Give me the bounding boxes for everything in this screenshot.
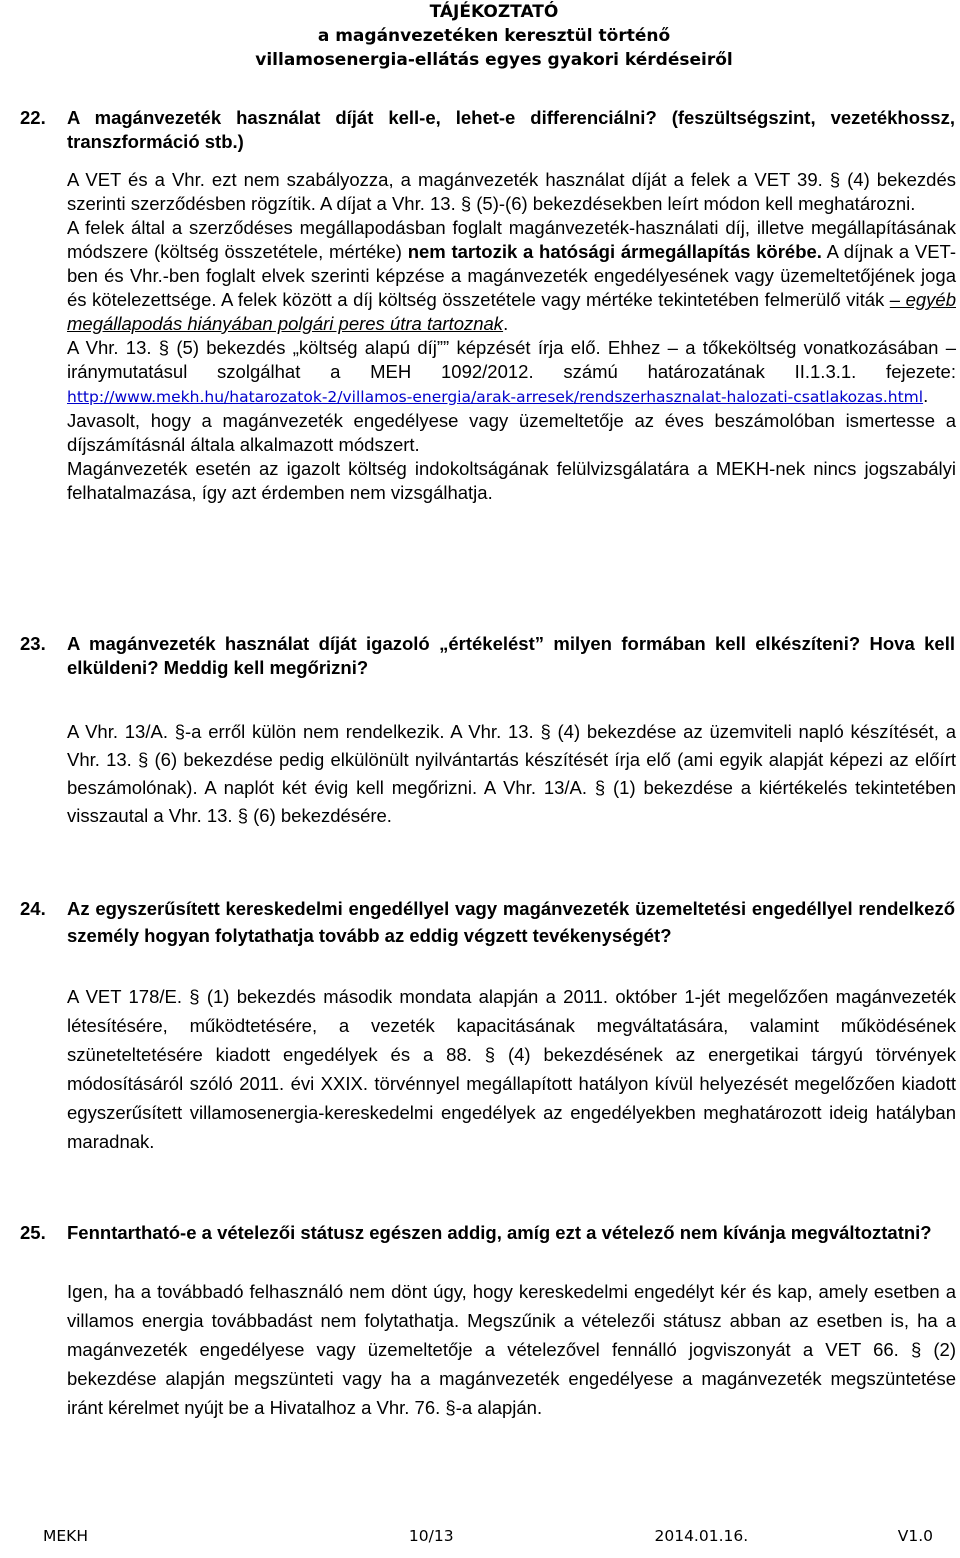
question-22 <box>20 106 955 154</box>
bold-text: nem tartozik a hatósági ármegállapítás körébe. <box>407 241 822 262</box>
answer-25 <box>67 1277 956 1422</box>
question-title: A magánvezeték használat díját kell-e, lehet-e differenciálni? (feszültségszint, vezetékhossz, transzformáció stb.) <box>67 107 955 152</box>
answer-23 <box>67 718 956 830</box>
header-title: TÁJÉKOZTATÓ <box>429 2 559 22</box>
document-footer <box>43 1527 933 1545</box>
text-run: . <box>503 313 509 334</box>
text-run: . <box>923 385 929 406</box>
question-title: Fenntartható-e a vételezői státusz egészen addig, amíg ezt a vételező nem kívánja megváltoztatni? <box>67 1222 932 1243</box>
question-25 <box>20 1219 955 1246</box>
question-title: A magánvezeték használat díját igazoló „értékelést” milyen formában kell elkészíteni? Hova kell elküldeni? Meddig kell megőrizni? <box>67 633 955 678</box>
question-number: 25. <box>20 1222 46 1243</box>
footer-date-version <box>654 1527 933 1545</box>
question-24 <box>20 895 955 949</box>
answer-paragraph: A VET 178/E. § (1) bekezdés második mondata alapján a 2011. október 1-jét megelőzően magánvezeték létesítésére, működtetésére, a vezeték kapacitásának megváltatására, valamint működésének szüneteltetésére kiadott engedélyek és a 88. § (4) bekezdésének az energetikai tárgyú törvények módosításáról szóló 2011. évi XXIX. törvénnyel megállapított hatályon kívül helyezését megelőzően kiadott egyszerűsített villamosenergia-kereskedelmi engedélyek az engedélyekben meghatározott ideig hatályban maradnak. <box>67 986 956 1152</box>
question-title: Az egyszerűsített kereskedelmi engedéllyel vagy magánvezeték üzemeltetési engedéllyel rendelkező személy hogyan folytathatja tovább az eddig végzett tevékenységét? <box>67 898 955 946</box>
question-number: 22. <box>20 107 46 128</box>
question-number: 24. <box>20 898 46 919</box>
footer-version: V1.0 <box>897 1527 933 1545</box>
text-run: A felek által a szerződéses megállapodásban foglalt magánvezeték-használati díj, illetve megállapításának módszere (költség összetétele, mértéke) <box>67 217 956 262</box>
answer-paragraph: Javasolt, hogy a magánvezeték engedélyese vagy üzemeltetője az éves beszámolóban ismertesse a díjszámításnál általa alkalmazott módszert. <box>67 410 956 455</box>
document-header <box>0 0 960 72</box>
header-subtitle-1: a magánvezetéken keresztül történő <box>317 26 671 46</box>
answer-paragraph: A Vhr. 13/A. §-a erről külön nem rendelkezik. A Vhr. 13. § (4) bekezdése az üzemviteli napló készítését, a Vhr. 13. § (6) bekezdése pedig elkülönült nyilvántartás készítését írja elő (ami egyik alapját képezi az előírt beszámolónak). A naplót két évig kell megőrizni. A Vhr. 13/A. § (1) bekezdése a kiértékelés tekintetében visszautal a Vhr. 13. § (6) bekezdésére. <box>67 721 956 826</box>
footer-date: 2014.01.16. <box>654 1527 749 1545</box>
underlined-text: – egyéb megállapodás hiányában polgári peres útra tartoznak <box>67 289 956 334</box>
header-subtitle-2: villamosenergia-ellátás egyes gyakori kérdéseiről <box>255 50 733 70</box>
text-run: A díjnak a VET-ben és Vhr.-ben foglalt elvek szerinti képzése a magánvezeték engedélyesének vagy üzemeltetőjének joga és kötelezettsége. A felek között a díj költség összetétele vagy mértéke tekintetében felmerülő viták <box>67 241 956 310</box>
answer-24 <box>67 982 956 1156</box>
question-23 <box>20 632 955 680</box>
page-number: 10/13 <box>408 1527 454 1545</box>
text-run: A Vhr. 13. § (5) bekezdés „költség alapú díj”” képzését írja elő. Ehhez – a tőkeköltség vonatkozásában – iránymutatásul szolgálhat a MEH 1092/2012. számú határozatának II.1.3.1. fejezete: <box>67 337 956 382</box>
answer-paragraph <box>67 336 956 409</box>
question-number: 23. <box>20 633 46 654</box>
answer-22 <box>67 168 956 505</box>
answer-paragraph <box>67 216 956 336</box>
answer-paragraph: Magánvezeték esetén az igazolt költség indokoltságának felülvizsgálatára a MEKH-nek nincs jogszabályi felhatalmazása, így azt érdemben nem vizsgálhatja. <box>67 458 956 503</box>
footer-organization: MEKH <box>43 1527 88 1545</box>
answer-paragraph: Igen, ha a továbbadó felhasználó nem dönt úgy, hogy kereskedelmi engedélyt kér és kap, amely esetben a villamos energia továbbadást nem folytathatja. Megszűnik a vételezői státusz abban az esetben is, ha a magánvezeték engedélyese vagy üzemeltetője a vételezővel fennálló jogviszonyát a VET 66. § (2) bekezdése alapján megszünteti vagy ha a magánvezeték engedélyese a magánvezeték megszüntetése iránt kérelmet nyújt be a Hivatalhoz a Vhr. 76. §-a alapján. <box>67 1281 956 1418</box>
hyperlink[interactable]: http://www.mekh.hu/hatarozatok-2/villamos-energia/arak-arresek/rendszerhasznalat-halozati-csatlakozas.html <box>67 388 924 406</box>
answer-paragraph: A VET és a Vhr. ezt nem szabályozza, a magánvezeték használat díját a felek a VET 39. § (4) bekezdés szerinti szerződésben rögzítik. A díjat a Vhr. 13. § (5)-(6) bekezdésekben leírt módon kell meghatározni. <box>67 169 956 214</box>
